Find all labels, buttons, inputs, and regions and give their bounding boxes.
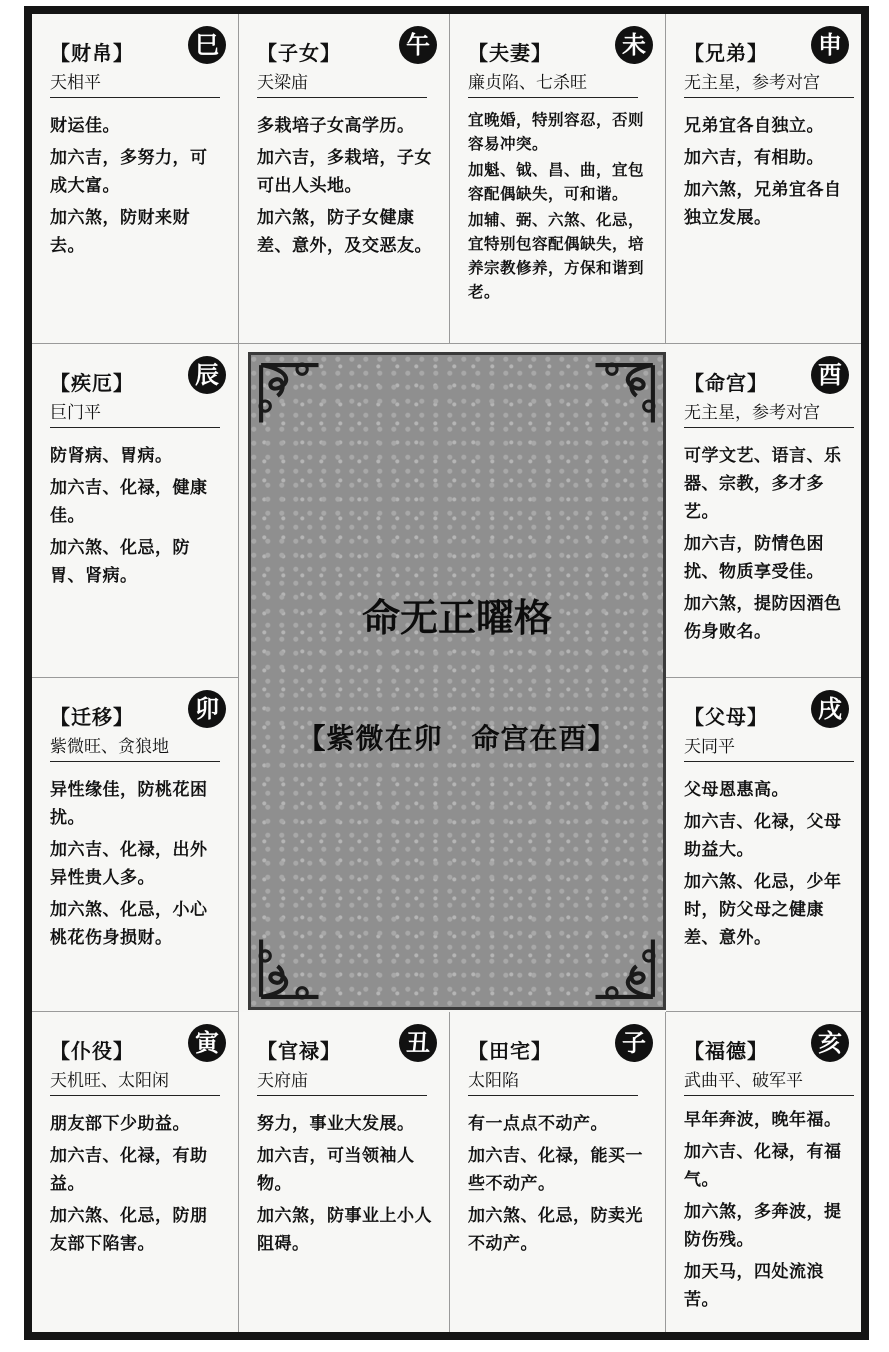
palace-line: 加六吉，可当领袖人物。	[257, 1146, 415, 1194]
palace-title: 【子女】	[257, 41, 341, 65]
chart-grid	[32, 14, 861, 1332]
center-panel	[248, 352, 666, 1010]
palace-zi	[450, 1012, 666, 1332]
palace-stars: 天梁庙	[257, 72, 427, 98]
palace-stars: 紫微旺、贪狼地	[50, 736, 220, 762]
palace-stars: 天同平	[684, 736, 854, 762]
palace-yin	[32, 1012, 239, 1332]
palace-line: 加六吉，防情色困扰、物质享受佳。	[684, 534, 824, 582]
branch-badge: 辰	[188, 356, 226, 394]
palace-title: 【田宅】	[468, 1039, 552, 1063]
branch-badge: 寅	[188, 1024, 226, 1062]
palace-stars: 太阳陷	[468, 1070, 638, 1096]
branch-badge: 酉	[811, 356, 849, 394]
palace-wei	[450, 14, 666, 344]
palace-title: 【迁移】	[50, 705, 134, 729]
palace-line: 有一点点不动产。	[468, 1114, 608, 1134]
palace-line: 父母恩惠高。	[684, 780, 789, 800]
palace-line: 加六吉，有相助。	[684, 148, 824, 168]
palace-stars: 巨门平	[50, 402, 220, 428]
branch-badge: 丑	[399, 1024, 437, 1062]
palace-title: 【官禄】	[257, 1039, 341, 1063]
palace-line: 加六煞，兄弟宜各自独立发展。	[684, 180, 842, 228]
palace-line: 朋友部下少助益。	[50, 1114, 190, 1134]
chart-title: 命无正曜格	[361, 595, 552, 640]
palace-line: 兄弟宜各自独立。	[684, 116, 824, 136]
palace-line: 加六吉，多努力，可成大富。	[50, 148, 208, 196]
scroll-ornament-icon	[257, 361, 339, 443]
palace-line: 加六吉、化禄，能买一些不动产。	[468, 1146, 643, 1194]
palace-stars: 天相平	[50, 72, 220, 98]
palace-title: 【夫妻】	[468, 41, 552, 65]
palace-wu	[239, 14, 450, 344]
palace-line: 加六煞，防子女健康差、意外，及交恶友。	[257, 208, 432, 256]
palace-xu	[666, 678, 861, 1012]
palace-si	[32, 14, 239, 344]
palace-line: 多栽培子女高学历。	[257, 116, 415, 136]
palace-line: 加六煞、化忌，防胃、肾病。	[50, 538, 190, 586]
palace-chou	[239, 1012, 450, 1332]
palace-line: 加六吉，多栽培，子女可出人头地。	[257, 148, 432, 196]
palace-line: 加六煞、化忌，防朋友部下陷害。	[50, 1206, 208, 1254]
palace-stars: 廉贞陷、七杀旺	[468, 72, 638, 98]
palace-line: 加六吉、化禄，健康佳。	[50, 478, 208, 526]
palace-line: 宜晚婚，特别容忍，否则容易冲突。	[468, 111, 645, 153]
branch-badge: 午	[399, 26, 437, 64]
palace-title: 【疾厄】	[50, 371, 134, 395]
palace-line: 加六吉、化禄，出外异性贵人多。	[50, 840, 208, 888]
palace-stars: 无主星，参考对宫	[684, 402, 854, 428]
palace-line: 加六吉、化禄，有助益。	[50, 1146, 208, 1194]
palace-line: 防肾病、胃病。	[50, 446, 173, 466]
palace-title: 【父母】	[684, 705, 768, 729]
palace-line: 加魁、钺、昌、曲，宜包容配偶缺失，可和谐。	[468, 161, 645, 203]
branch-badge: 巳	[188, 26, 226, 64]
palace-line: 加天马，四处流浪苦。	[684, 1262, 824, 1310]
palace-chen	[32, 344, 239, 678]
palace-line: 加六煞，提防因酒色伤身败名。	[684, 594, 842, 642]
branch-badge: 未	[615, 26, 653, 64]
palace-title: 【命宫】	[684, 371, 768, 395]
palace-line: 加六煞、化忌，防卖光不动产。	[468, 1206, 643, 1254]
palace-line: 加六吉、化禄，有福气。	[684, 1142, 842, 1190]
branch-badge: 申	[811, 26, 849, 64]
palace-stars: 天机旺、太阳闲	[50, 1070, 220, 1096]
branch-badge: 戌	[811, 690, 849, 728]
scroll-ornament-icon	[575, 361, 657, 443]
palace-line: 早年奔波，晚年福。	[684, 1110, 842, 1130]
palace-title: 【仆役】	[50, 1039, 134, 1063]
chart-subtitle: 【紫微在卯 命宫在酉】	[297, 722, 617, 755]
palace-line: 可学文艺、语言、乐器、宗教，多才多艺。	[684, 446, 842, 522]
palace-line: 加辅、弼、六煞、化忌，宜特别包容配偶缺失，培养宗教修养，方保和谐到老。	[468, 211, 645, 301]
palace-line: 财运佳。	[50, 116, 120, 136]
branch-badge: 亥	[811, 1024, 849, 1062]
palace-stars: 无主星，参考对宫	[684, 72, 854, 98]
palace-title: 【福德】	[684, 1039, 768, 1063]
palace-line: 加六煞，防财来财去。	[50, 208, 190, 256]
branch-badge: 子	[615, 1024, 653, 1062]
palace-shen	[666, 14, 861, 344]
palace-line: 加六煞，多奔波，提防伤残。	[684, 1202, 842, 1250]
palace-line: 加六煞，防事业上小人阻碍。	[257, 1206, 432, 1254]
palace-line: 努力，事业大发展。	[257, 1114, 415, 1134]
palace-stars: 天府庙	[257, 1070, 427, 1096]
branch-badge: 卯	[188, 690, 226, 728]
palace-you	[666, 344, 861, 678]
palace-line: 加六煞、化忌，小心桃花伤身损财。	[50, 900, 208, 948]
palace-hai	[666, 1012, 861, 1332]
palace-line: 异性缘佳，防桃花困扰。	[50, 780, 208, 828]
chart-frame	[24, 6, 869, 1340]
palace-mao	[32, 678, 239, 1012]
palace-line: 加六吉、化禄，父母助益大。	[684, 812, 842, 860]
scroll-ornament-icon	[575, 919, 657, 1001]
palace-line: 加六煞、化忌，少年时，防父母之健康差、意外。	[684, 872, 842, 948]
palace-stars: 武曲平、破军平	[684, 1070, 854, 1096]
palace-title: 【兄弟】	[684, 41, 768, 65]
palace-title: 【财帛】	[50, 41, 134, 65]
scroll-ornament-icon	[257, 919, 339, 1001]
